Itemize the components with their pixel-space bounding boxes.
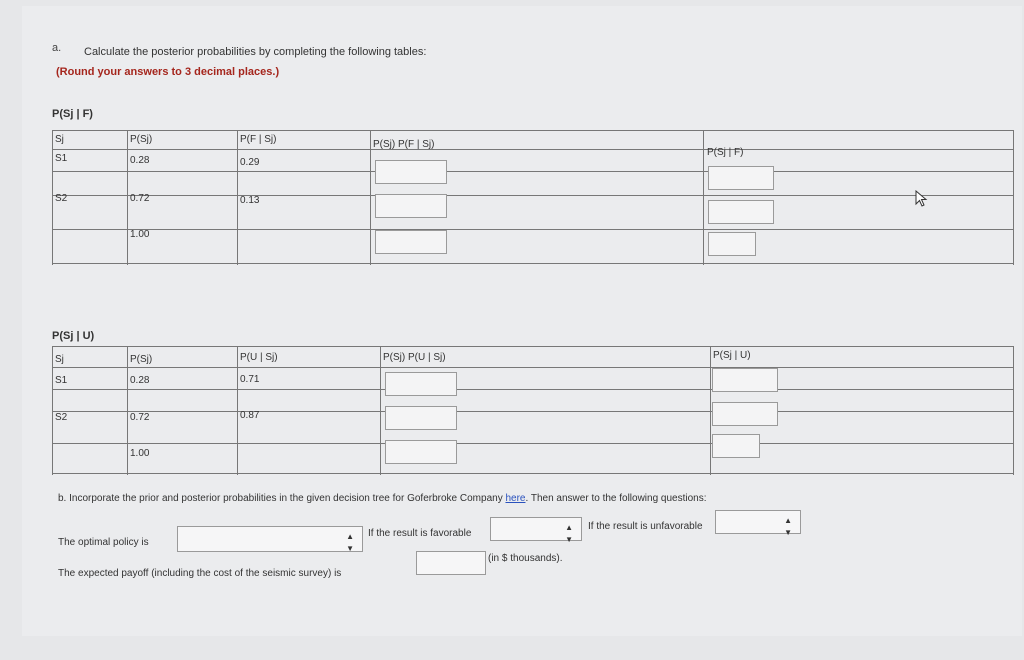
part-a-instruction: Calculate the posterior probabilities by completing the following tables:: [84, 46, 427, 58]
payoff-unit-label: (in $ thousands).: [488, 553, 563, 564]
header-prior: P(Sj): [130, 134, 153, 145]
mouse-cursor-icon: [915, 190, 929, 208]
f-posterior-s1-input[interactable]: [708, 166, 774, 190]
table-row: [52, 347, 1014, 368]
favorable-policy-select[interactable]: [490, 517, 582, 544]
total-prior: 1.00: [130, 229, 150, 240]
optimal-policy-label: The optimal policy is: [58, 537, 149, 548]
header-likelihood: P(F | Sj): [240, 134, 277, 145]
table-f-title: P(Sj | F): [52, 108, 93, 120]
u-joint-s1-input[interactable]: [385, 372, 457, 396]
rounding-note: (Round your answers to 3 decimal places.): [56, 66, 280, 78]
f-joint-total-input[interactable]: [375, 230, 447, 254]
table-row: [52, 171, 1014, 196]
table-row: [52, 411, 1014, 444]
row-s1-prior: 0.28: [130, 155, 150, 166]
header-posterior: P(Sj | F): [707, 147, 744, 158]
header-joint: P(Sj) P(U | Sj): [383, 352, 446, 363]
table-row: [52, 443, 1014, 474]
u-posterior-s2-input[interactable]: [712, 402, 778, 426]
select-arrow-icon: ▲ ▼: [784, 516, 792, 537]
row-s1-state: S1: [55, 375, 68, 386]
row-s2-state: S2: [55, 193, 68, 204]
table-u: [52, 346, 1014, 475]
header-prior: P(Sj): [130, 354, 153, 365]
row-s1-prior: 0.28: [130, 375, 150, 386]
unfavorable-label: If the result is unfavorable: [588, 521, 703, 532]
row-s1-likelihood: 0.29: [240, 157, 260, 168]
select-arrow-icon: ▲ ▼: [565, 523, 573, 544]
f-joint-s2-input[interactable]: [375, 194, 447, 218]
table-row: [52, 149, 1014, 172]
header-sj: Sj: [55, 134, 64, 145]
row-s2-prior: 0.72: [130, 193, 150, 204]
select-arrow-icon: ▲ ▼: [346, 532, 354, 553]
expected-payoff-label: The expected payoff (including the cost of the seismic survey) is: [58, 568, 342, 579]
decision-tree-link[interactable]: here: [505, 493, 526, 504]
row-s2-likelihood: 0.13: [240, 195, 260, 206]
table-row: [52, 229, 1014, 264]
f-joint-s1-input[interactable]: [375, 160, 447, 184]
favorable-label: If the result is favorable: [368, 528, 472, 539]
part-a-letter: a.: [52, 42, 62, 54]
row-s1-likelihood: 0.71: [240, 374, 260, 385]
header-sj: Sj: [55, 354, 64, 365]
unfavorable-policy-select[interactable]: [715, 510, 801, 537]
optimal-policy-select[interactable]: [177, 526, 363, 552]
u-posterior-s1-input[interactable]: [712, 368, 778, 392]
u-joint-total-input[interactable]: [385, 440, 457, 464]
row-s2-likelihood: 0.87: [240, 410, 260, 421]
total-prior: 1.00: [130, 448, 150, 459]
table-row: [52, 389, 1014, 412]
f-posterior-s2-input[interactable]: [708, 200, 774, 224]
header-likelihood: P(U | Sj): [240, 352, 278, 363]
part-b-intro: b. Incorporate the prior and posterior probabilities in the given decision tree for Goferbroke Company here. Then answer to the following questions:: [58, 493, 707, 504]
header-posterior: P(Sj | U): [713, 350, 751, 361]
row-s2-state: S2: [55, 412, 68, 423]
f-posterior-total-input[interactable]: [708, 232, 756, 256]
expected-payoff-input[interactable]: [416, 551, 486, 575]
table-row: [52, 131, 1014, 150]
table-f: [52, 130, 1014, 265]
row-s2-prior: 0.72: [130, 412, 150, 423]
page-sheet: [22, 6, 1022, 636]
table-row: [52, 195, 1014, 230]
row-s1-state: S1: [55, 153, 68, 164]
u-posterior-total-input[interactable]: [712, 434, 760, 458]
u-joint-s2-input[interactable]: [385, 406, 457, 430]
header-joint: P(Sj) P(F | Sj): [373, 139, 435, 150]
table-row: [52, 367, 1014, 390]
table-u-title: P(Sj | U): [52, 330, 95, 342]
